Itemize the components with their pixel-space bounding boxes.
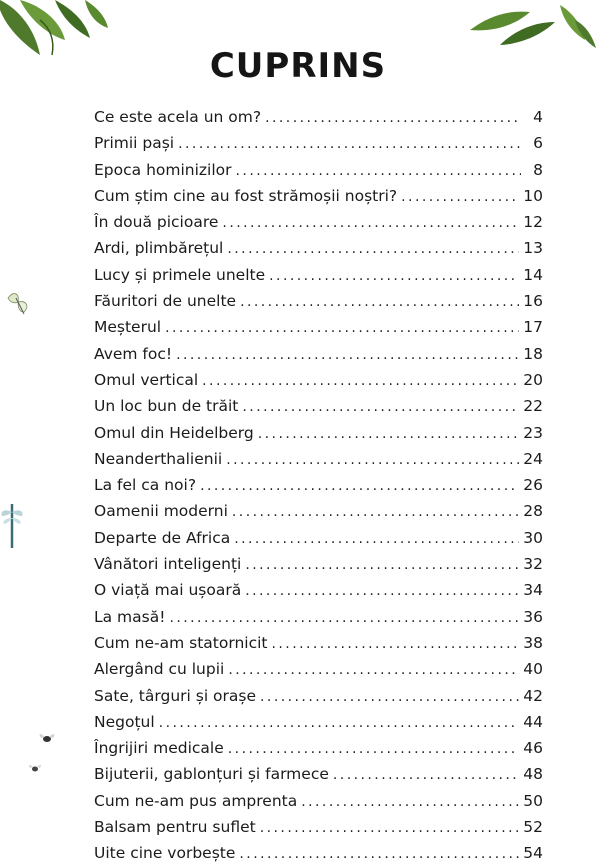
toc-entry-title: Oamenii moderni: [94, 502, 228, 521]
toc-entry-title: O viață mai ușoară: [94, 581, 242, 600]
toc-leader-dots: [200, 473, 519, 499]
toc-leader-dots: [301, 789, 519, 815]
toc-entry-title: Omul din Heidelberg: [94, 423, 254, 442]
toc-entry[interactable]: [94, 446, 543, 472]
toc-leader-dots: [169, 605, 519, 631]
toc-entry[interactable]: [94, 341, 543, 367]
toc-entry-title: Cum ne-am pus amprenta: [94, 791, 298, 810]
toc-entry[interactable]: [94, 551, 543, 577]
toc-entry-title: Vânători inteligenți: [94, 555, 242, 574]
toc-entry-page: 16: [523, 292, 543, 311]
toc-entry-title: Alergând cu lupii: [94, 660, 225, 679]
toc-entry[interactable]: [94, 656, 543, 682]
toc-entry[interactable]: [94, 472, 543, 498]
toc-entry-title: Negoțul: [94, 712, 155, 731]
toc-entry-title: Făuritori de unelte: [94, 292, 237, 311]
toc-leader-dots: [269, 263, 519, 289]
toc-entry-page: 34: [523, 581, 543, 600]
toc-leader-dots: [227, 236, 519, 262]
toc-leader-dots: [202, 368, 519, 394]
toc-leader-dots: [228, 657, 519, 683]
toc-leader-dots: [165, 315, 519, 341]
toc-entry-title: Bijuterii, gablonțuri și farmece: [94, 765, 329, 784]
toc-entry-page: 18: [523, 344, 543, 363]
toc-entry[interactable]: [94, 840, 543, 866]
toc-entry-page: 23: [523, 423, 543, 442]
toc-leader-dots: [226, 447, 519, 473]
toc-entry-page: 26: [523, 476, 543, 495]
toc-leader-dots: [236, 158, 521, 184]
toc-entry-page: 14: [523, 265, 543, 284]
toc-leader-dots: [401, 184, 519, 210]
toc-entry[interactable]: [94, 183, 543, 209]
toc-entry-page: 13: [523, 239, 543, 258]
toc-leader-dots: [228, 736, 519, 762]
butterfly-icon: [2, 288, 32, 322]
toc-entry-page: 8: [533, 160, 543, 179]
toc-entry-page: 48: [523, 765, 543, 784]
toc-entry-title: Avem foc!: [94, 344, 173, 363]
toc-leader-dots: [245, 578, 519, 604]
toc-entry-title: În două picioare: [94, 213, 219, 232]
toc-leader-dots: [260, 684, 519, 710]
toc-entry-title: Epoca hominizilor: [94, 160, 232, 179]
toc-entry[interactable]: [94, 209, 543, 235]
toc-leader-dots: [258, 421, 520, 447]
toc-entry-title: Un loc bun de trăit: [94, 397, 239, 416]
toc-entry-page: 46: [523, 739, 543, 758]
toc-entry-page: 44: [523, 712, 543, 731]
toc-entry-page: 52: [523, 818, 543, 837]
toc-entry[interactable]: [94, 262, 543, 288]
toc-entry[interactable]: [94, 525, 543, 551]
toc-entry-title: Ardi, plimbărețul: [94, 239, 224, 258]
toc-leader-dots: [242, 394, 519, 420]
toc-entry-title: Uite cine vorbește: [94, 844, 236, 863]
toc-entry-title: Cum știm cine au fost strămoșii noștri?: [94, 186, 398, 205]
toc-entry[interactable]: [94, 498, 543, 524]
table-of-contents: [94, 104, 543, 867]
toc-entry[interactable]: [94, 420, 543, 446]
toc-leader-dots: [272, 631, 520, 657]
toc-entry[interactable]: [94, 314, 543, 340]
toc-entry-page: 42: [523, 686, 543, 705]
toc-entry[interactable]: [94, 709, 543, 735]
toc-leader-dots: [232, 499, 519, 525]
toc-entry-page: 17: [523, 318, 543, 337]
toc-leader-dots: [245, 552, 519, 578]
toc-entry[interactable]: [94, 367, 543, 393]
toc-entry-title: Primii pași: [94, 134, 175, 153]
toc-entry-page: 36: [523, 607, 543, 626]
toc-entry-title: Departe de Africa: [94, 528, 231, 547]
toc-entry-title: Cum ne-am statornicit: [94, 633, 268, 652]
toc-entry-title: La fel ca noi?: [94, 476, 197, 495]
toc-entry[interactable]: [94, 577, 543, 603]
toc-entry-title: Neanderthalienii: [94, 449, 223, 468]
toc-entry[interactable]: [94, 130, 543, 156]
toc-entry-page: 54: [523, 844, 543, 863]
toc-entry-title: Sate, târguri și orașe: [94, 686, 257, 705]
toc-leader-dots: [265, 105, 521, 131]
toc-leader-dots: [333, 762, 519, 788]
toc-entry[interactable]: [94, 604, 543, 630]
toc-entry-page: 20: [523, 370, 543, 389]
toc-entry-title: Omul vertical: [94, 370, 199, 389]
toc-entry-page: 40: [523, 660, 543, 679]
toc-entry-page: 4: [533, 108, 543, 126]
toc-entry-page: 30: [523, 528, 543, 547]
toc-leader-dots: [240, 289, 519, 315]
toc-leader-dots: [178, 131, 521, 157]
toc-entry[interactable]: [94, 735, 543, 761]
toc-entry-title: Meșterul: [94, 318, 162, 337]
toc-entry[interactable]: [94, 814, 543, 840]
toc-entry[interactable]: [94, 761, 543, 787]
toc-entry-title: La masă!: [94, 607, 166, 626]
toc-entry-title: Lucy și primele unelte: [94, 265, 266, 284]
toc-entry[interactable]: [94, 104, 543, 130]
toc-entry-title: Îngrijiri medicale: [94, 739, 224, 758]
dragonfly-icon: [0, 498, 24, 552]
toc-entry[interactable]: [94, 630, 543, 656]
toc-entry-page: 12: [523, 213, 543, 232]
toc-leader-dots: [234, 526, 519, 552]
toc-entry[interactable]: [94, 157, 543, 183]
toc-entry-title: Balsam pentru suflet: [94, 818, 256, 837]
toc-entry-page: 6: [533, 134, 543, 153]
toc-entry[interactable]: [94, 235, 543, 261]
toc-entry-page: 50: [523, 791, 543, 810]
toc-leader-dots: [159, 710, 520, 736]
toc-entry-page: 32: [523, 555, 543, 574]
toc-entry[interactable]: [94, 788, 543, 814]
toc-entry-title: Ce este acela un om?: [94, 108, 262, 126]
toc-entry-page: 22: [523, 397, 543, 416]
toc-leader-dots: [222, 210, 519, 236]
fly-icon: [26, 760, 44, 776]
toc-entry[interactable]: [94, 683, 543, 709]
toc-leader-dots: [260, 815, 520, 841]
toc-leader-dots: [239, 841, 519, 867]
toc-entry-page: 10: [523, 186, 543, 205]
toc-leader-dots: [176, 342, 519, 368]
toc-entry[interactable]: [94, 288, 543, 314]
toc-entry-page: 24: [523, 449, 543, 468]
toc-entry[interactable]: [94, 393, 543, 419]
toc-entry-page: 28: [523, 502, 543, 521]
toc-entry-page: 38: [523, 633, 543, 652]
fly-icon: [36, 730, 58, 746]
page-title: CUPRINS: [209, 46, 387, 86]
